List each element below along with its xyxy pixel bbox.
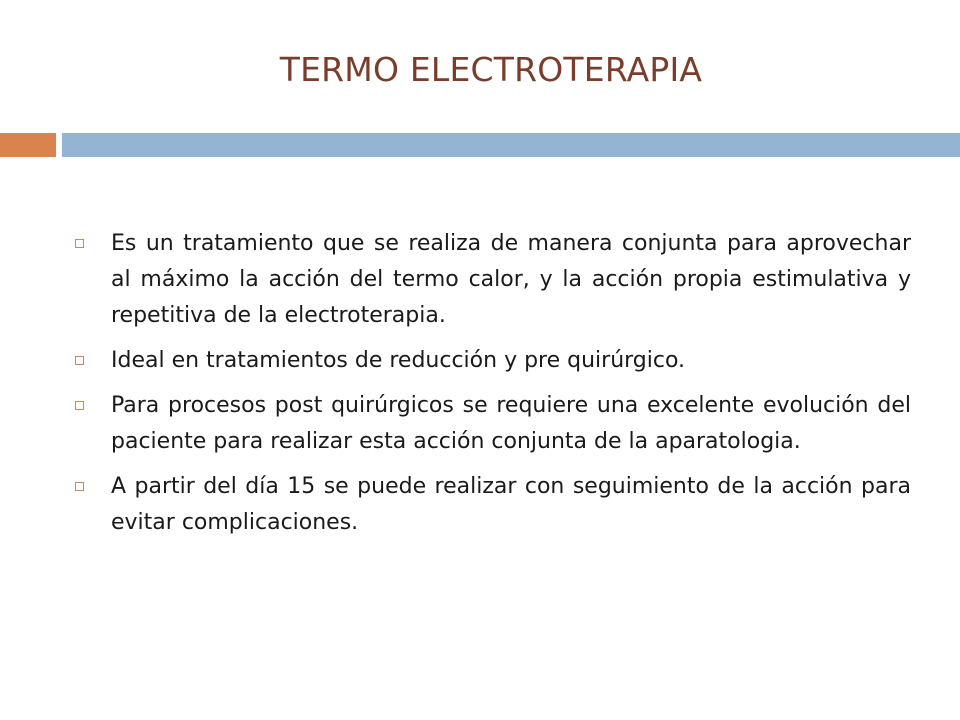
accent-bar	[0, 133, 56, 157]
header-bar	[62, 133, 960, 157]
hollow-square-icon	[75, 401, 84, 410]
hollow-square-icon	[75, 356, 84, 365]
slide-title: TERMO ELECTROTERAPIA	[279, 50, 703, 89]
bullet-list	[75, 226, 911, 550]
bullet-item	[75, 226, 911, 334]
bullet-item	[75, 343, 911, 379]
hollow-square-icon	[75, 482, 84, 491]
bullet-text: A partir del día 15 se puede realizar con seguimiento de la acción para evitar complicaciones.	[111, 474, 911, 535]
bullet-item	[75, 469, 911, 541]
hollow-square-icon	[75, 239, 84, 248]
bullet-item	[75, 388, 911, 460]
bullet-text: Para procesos post quirúrgicos se requiere una excelente evolución del paciente para realizar esta acción conjunta de la aparatologia.	[111, 393, 911, 454]
bullet-text: Ideal en tratamientos de reducción y pre quirúrgico.	[111, 348, 686, 373]
bullet-text: Es un tratamiento que se realiza de manera conjunta para aprovechar al máximo la acción del termo calor, y la acción propia estimulativa y repetitiva de la electroterapia.	[111, 231, 911, 328]
